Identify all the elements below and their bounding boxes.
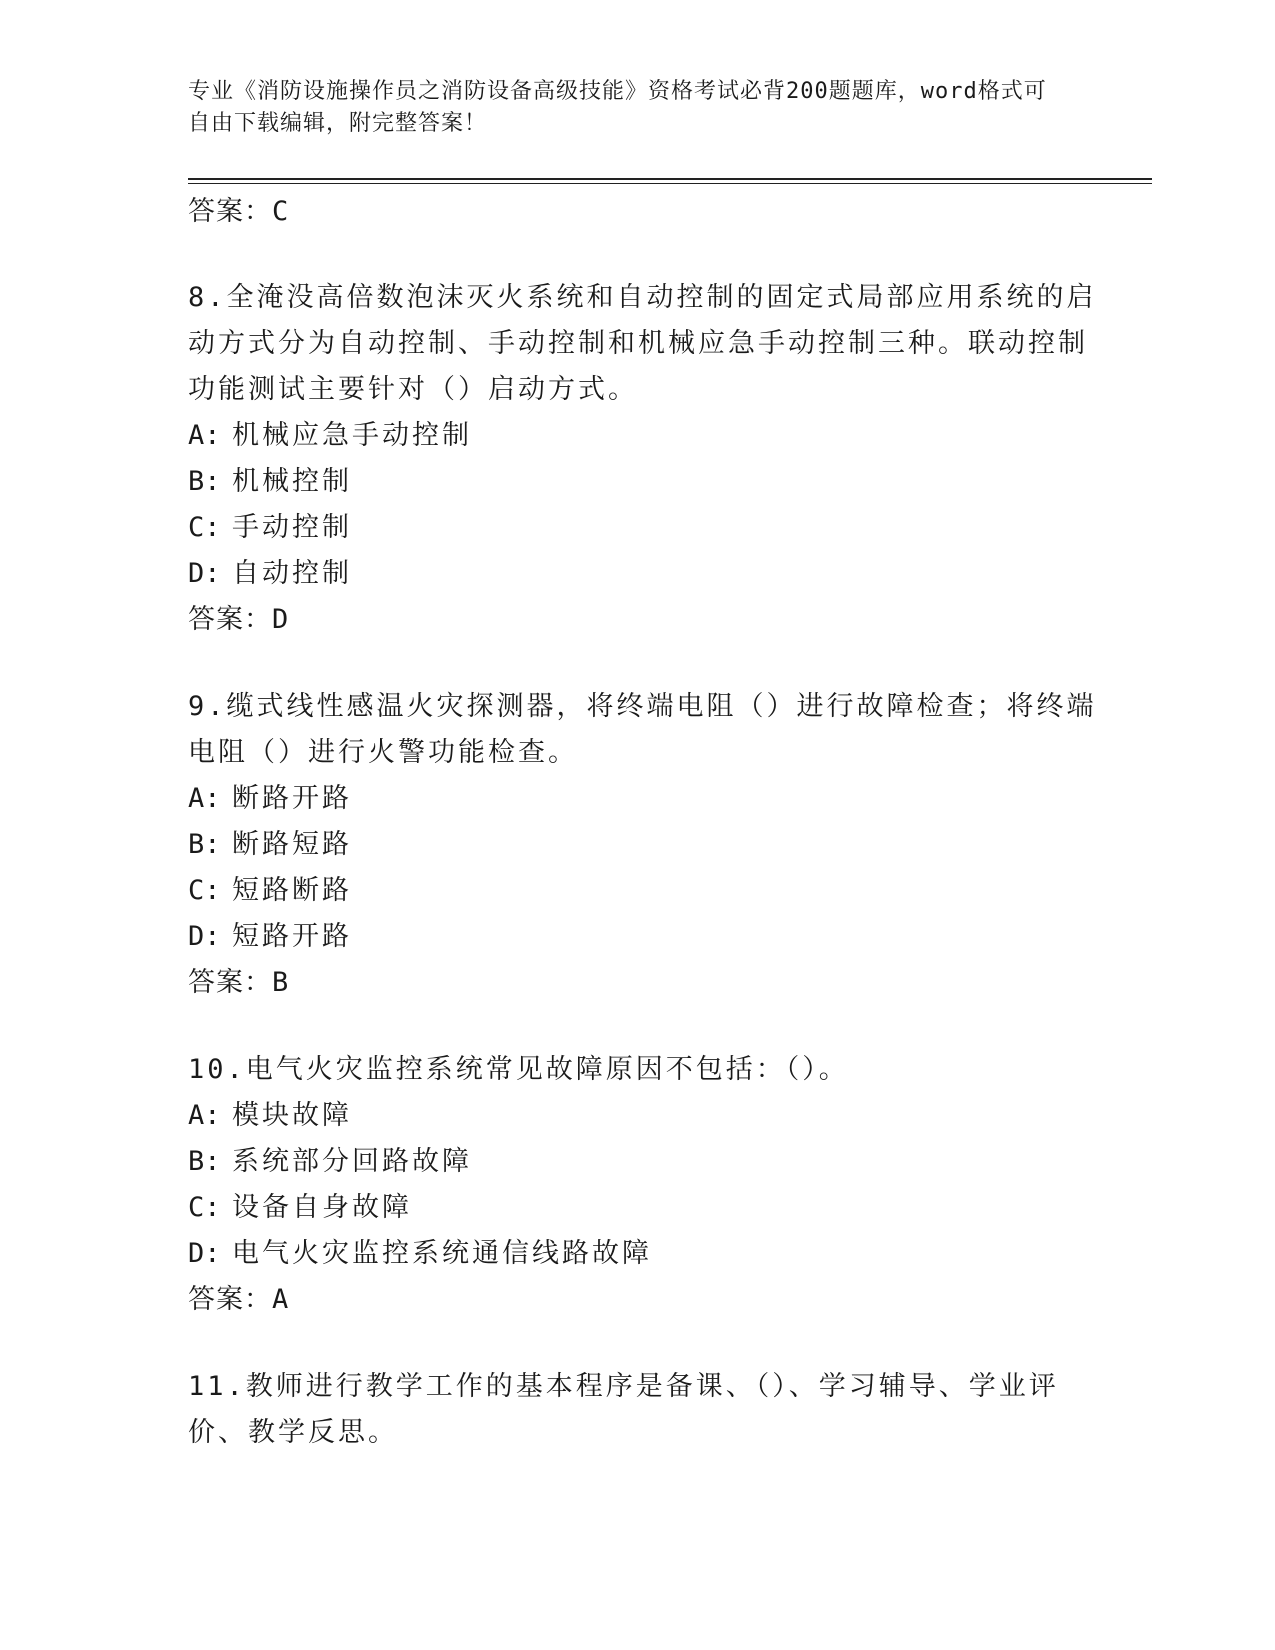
option-letter: B: [188,466,221,497]
option-a [188,413,1108,459]
header-divider-thick [188,178,1152,180]
question-10 [188,1047,1108,1323]
option-d [188,1231,1108,1277]
option-d [188,551,1108,597]
option-letter: A: [188,420,221,451]
option-d [188,914,1108,960]
option-text: 系统部分回路故障 [232,1146,472,1177]
option-text: 断路短路 [232,829,352,860]
option-b [188,459,1108,505]
option-letter: C: [188,512,221,543]
option-letter: D: [188,921,221,952]
option-text: 机械控制 [232,466,352,497]
option-text: 短路开路 [232,921,352,952]
question-list [188,190,1108,1456]
option-text: 手动控制 [232,512,352,543]
option-text: 短路断路 [232,875,352,906]
option-b [188,822,1108,868]
option-c [188,1185,1108,1231]
question-answer: 答案：B [188,967,290,998]
option-letter: A: [188,783,221,814]
option-letter: C: [188,1192,221,1223]
header-divider-thin [188,183,1152,184]
option-a [188,776,1108,822]
option-c [188,868,1108,914]
option-text: 自动控制 [232,558,352,589]
option-text: 机械应急手动控制 [232,420,472,451]
document-header: 专业《消防设施操作员之消防设备高级技能》资格考试必背200题题库，word格式可自由下载编辑，附完整答案！ [188,79,1047,136]
question-stem: 10.电气火灾监控系统常见故障原因不包括：（）。 [188,1054,849,1085]
option-letter: B: [188,829,221,860]
option-text: 断路开路 [232,783,352,814]
option-letter: A: [188,1100,221,1131]
option-letter: D: [188,558,221,589]
question-stem: 8.全淹没高倍数泡沫灭火系统和自动控制的固定式局部应用系统的启动方式分为自动控制、手动控制和机械应急手动控制三种。联动控制功能测试主要针对（）启动方式。 [188,282,1097,405]
question-stem: 9.缆式线性感温火灾探测器，将终端电阻（）进行故障检查；将终端电阻（）进行火警功能检查。 [188,691,1097,768]
option-text: 设备自身故障 [232,1192,412,1223]
question-answer: 答案：D [188,604,290,635]
option-c [188,505,1108,551]
option-letter: B: [188,1146,221,1177]
previous-answer: 答案：C [188,196,290,227]
option-a [188,1093,1108,1139]
option-b [188,1139,1108,1185]
question-8 [188,275,1108,643]
question-11 [188,1364,1108,1456]
option-text: 电气火灾监控系统通信线路故障 [232,1238,652,1269]
question-9 [188,684,1108,1006]
option-letter: C: [188,875,221,906]
option-letter: D: [188,1238,221,1269]
question-answer: 答案：A [188,1284,290,1315]
question-stem: 11.教师进行教学工作的基本程序是备课、（）、学习辅导、学业评价、教学反思。 [188,1371,1059,1448]
option-text: 模块故障 [232,1100,352,1131]
